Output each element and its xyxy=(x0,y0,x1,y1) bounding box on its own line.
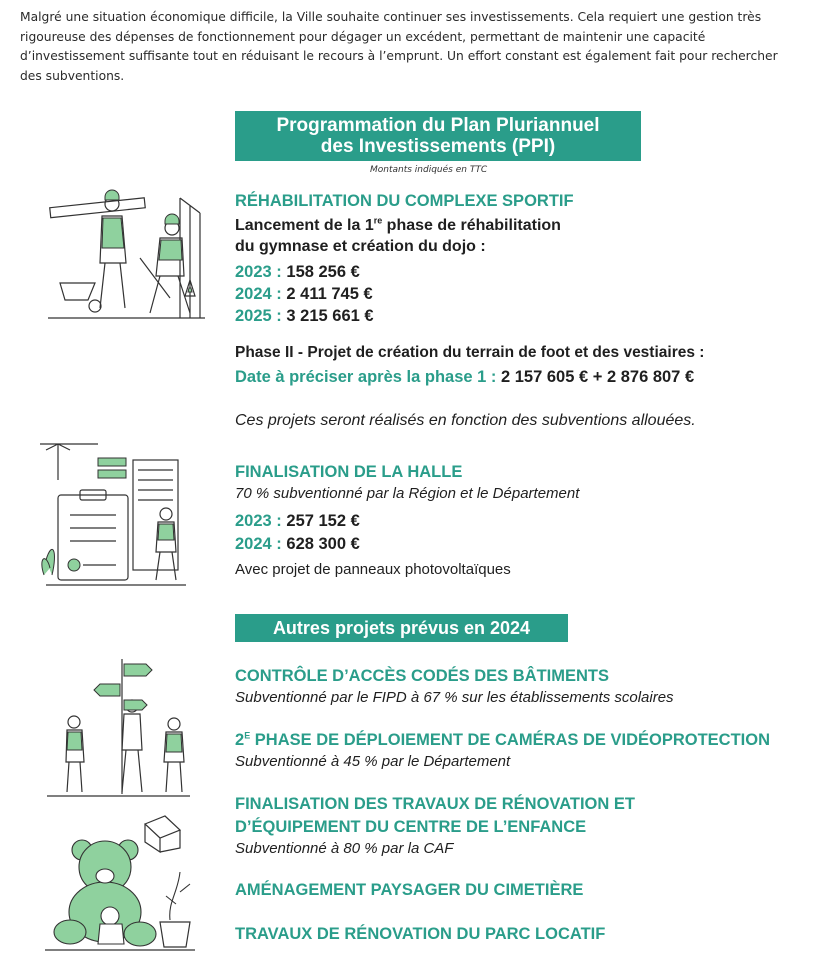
autres-title-banner: Autres projets prévus en 2024 xyxy=(235,614,568,642)
ppi-title-line1: Programmation du Plan Pluriannuel xyxy=(276,115,600,136)
cameras-heading: $2^E$ PHASE DE DÉPLOIEMENT DE CAMÉRAS DE VIDÉOPROTECTION xyxy=(235,730,771,749)
phase2-amount: Date à préciser après la phase 1 : 2 157 605 € + 2 876 807 € xyxy=(235,368,695,386)
teddy-bear-illustration xyxy=(40,812,200,954)
amount-row: 2025 : 3 215 661 € xyxy=(235,307,374,325)
enfance-sub: Subventionné à 80 % par la CAF xyxy=(235,840,454,857)
enfance-heading-line1: FINALISATION DES TRAVAUX DE RÉNOVATION ET xyxy=(235,795,635,813)
amount-row: 2024 : 2 411 745 € xyxy=(235,285,373,303)
ppi-title-line2: des Investissements (PPI) xyxy=(320,136,556,157)
cimetiere-heading: AMÉNAGEMENT PAYSAGER DU CIMETIÈRE xyxy=(235,881,584,899)
complexe-line1: Lancement de la 1re phase de réhabilitation xyxy=(235,215,561,234)
halle-note: Avec projet de panneaux photovoltaïques xyxy=(235,561,511,578)
signpost-people-illustration xyxy=(42,654,192,800)
amount-row: 2023 : 257 152 € xyxy=(235,512,360,530)
construction-workers-illustration xyxy=(40,188,210,323)
halle-heading: FINALISATION DE LA HALLE xyxy=(235,463,463,481)
clipboard-building-illustration xyxy=(38,440,188,588)
controle-acces-heading: CONTRÔLE D’ACCÈS CODÉS DES BÂTIMENTS xyxy=(235,667,610,685)
halle-subtitle: 70 % subventionné par la Région et le Département xyxy=(235,485,580,502)
amount-row: 2023 : 158 256 € xyxy=(235,263,360,281)
intro-paragraph: Malgré une situation économique difficile, la Ville souhaite continuer ses investissements. Cela requiert une gestion très rigoureuse des dépenses de fonctionnement pour dégager un excédent, permettant de maintenir une capacité d’investissement suffisante tout en réduisant le recours à l’emprunt. Un effort constant est également fait pour rechercher des subventions. xyxy=(20,10,778,83)
cameras-sub: Subventionné à 45 % par le Département xyxy=(235,753,511,770)
controle-acces-sub: Subventionné par le FIPD à 67 % sur les établissements scolaires xyxy=(235,689,674,706)
parc-locatif-heading: TRAVAUX DE RÉNOVATION DU PARC LOCATIF xyxy=(235,925,606,943)
subsidy-note: Ces projets seront réalisés en fonction des subventions allouées. xyxy=(235,412,696,429)
ppi-title-banner xyxy=(235,111,641,161)
amount-row: 2024 : 628 300 € xyxy=(235,535,360,553)
ttc-note: Montants indiqués en TTC xyxy=(370,165,488,175)
phase2-title: Phase II - Projet de création du terrain de foot et des vestiaires : xyxy=(235,344,705,361)
complexe-heading: RÉHABILITATION DU COMPLEXE SPORTIF xyxy=(235,192,574,210)
complexe-line2: du gymnase et création du dojo : xyxy=(235,238,486,255)
enfance-heading-line2: D’ÉQUIPEMENT DU CENTRE DE L’ENFANCE xyxy=(235,818,587,836)
